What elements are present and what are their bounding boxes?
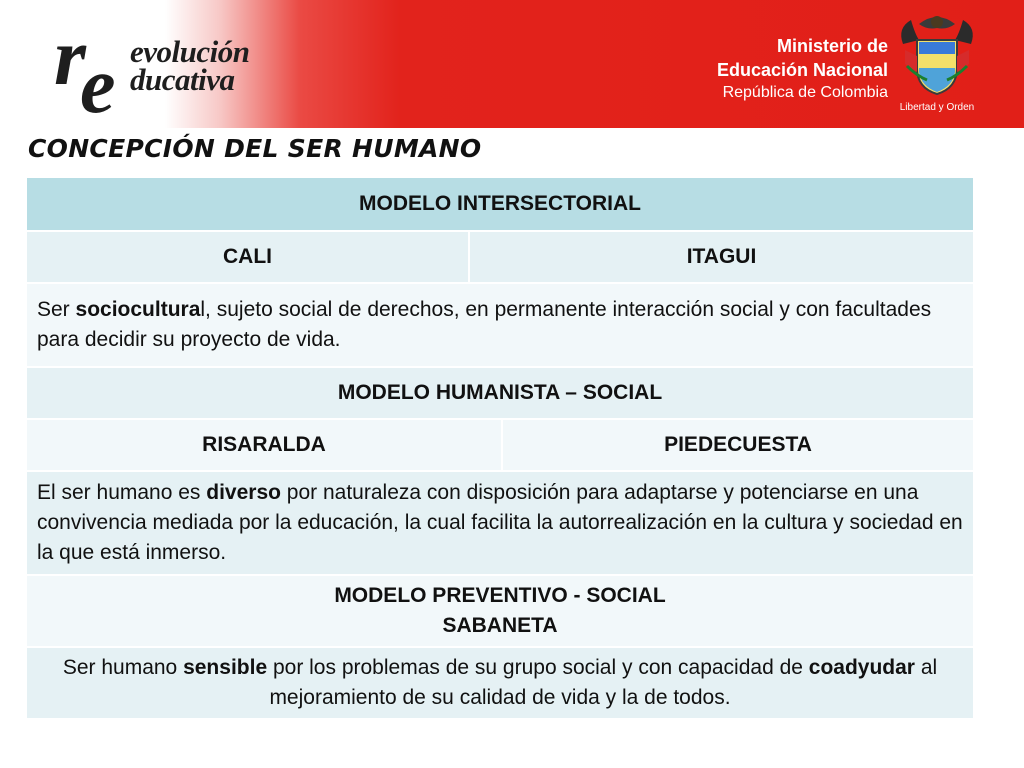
model-heading-humanista: MODELO HUMANISTA – SOCIAL xyxy=(26,367,974,419)
table-row xyxy=(26,419,974,471)
models-table xyxy=(25,176,975,720)
city-risaralda: RISARALDA xyxy=(27,420,502,470)
city-sabaneta: SABANETA xyxy=(442,614,558,637)
ministry-line-2: Educación Nacional xyxy=(716,60,888,80)
table-row xyxy=(26,177,974,231)
table-row xyxy=(26,575,974,647)
motto-text: Libertad y Orden xyxy=(899,102,975,113)
revolucion-educativa-logo xyxy=(50,11,280,130)
model-heading-preventivo-title: MODELO PREVENTIVO - SOCIAL xyxy=(334,584,666,607)
logo-letter-r: r xyxy=(54,11,86,102)
header-banner xyxy=(0,0,1024,128)
city-itagui: ITAGUI xyxy=(686,245,757,268)
coat-of-arms xyxy=(897,10,977,118)
ministry-line-1: Ministerio de xyxy=(776,36,888,56)
table-row xyxy=(26,647,974,719)
ministry-line-3: República de Colombia xyxy=(722,84,888,101)
coat-of-arms-icon xyxy=(897,10,977,102)
city-piedecuesta: PIEDECUESTA xyxy=(664,433,812,456)
city-row xyxy=(26,419,974,471)
model-description-preventivo: Ser humano sensible por los problemas de su grupo social y con capacidad de coadyudar al mejoramiento de su calidad de vida y la de todos. xyxy=(26,647,974,719)
city-cali: CALI xyxy=(27,232,469,282)
slide-title: CONCEPCIÓN DEL SER HUMANO xyxy=(28,134,482,163)
table-row xyxy=(26,231,974,283)
logo-word-educativa: ducativa xyxy=(130,62,235,97)
model-description-humanista: El ser humano es diverso por naturaleza con disposición para adaptarse y potenciarse en una convivencia mediada por la educación, la cual facilita la autorrealización en la cultura y sociedad en la que está inmerso. xyxy=(26,471,974,575)
logo-word-revolucion: evolución xyxy=(130,34,250,69)
model-description-intersectorial: Ser sociocultural, sujeto social de derechos, en permanente interacción social y con facultades para decidir su proyecto de vida. xyxy=(26,283,974,367)
city-row xyxy=(26,231,974,283)
model-heading-preventivo xyxy=(26,575,974,647)
model-heading-intersectorial: MODELO INTERSECTORIAL xyxy=(26,177,974,231)
table-row xyxy=(26,471,974,575)
ministry-name xyxy=(717,34,888,104)
table-row xyxy=(26,283,974,367)
logo-letter-e: e xyxy=(80,42,116,130)
table-row xyxy=(26,367,974,419)
